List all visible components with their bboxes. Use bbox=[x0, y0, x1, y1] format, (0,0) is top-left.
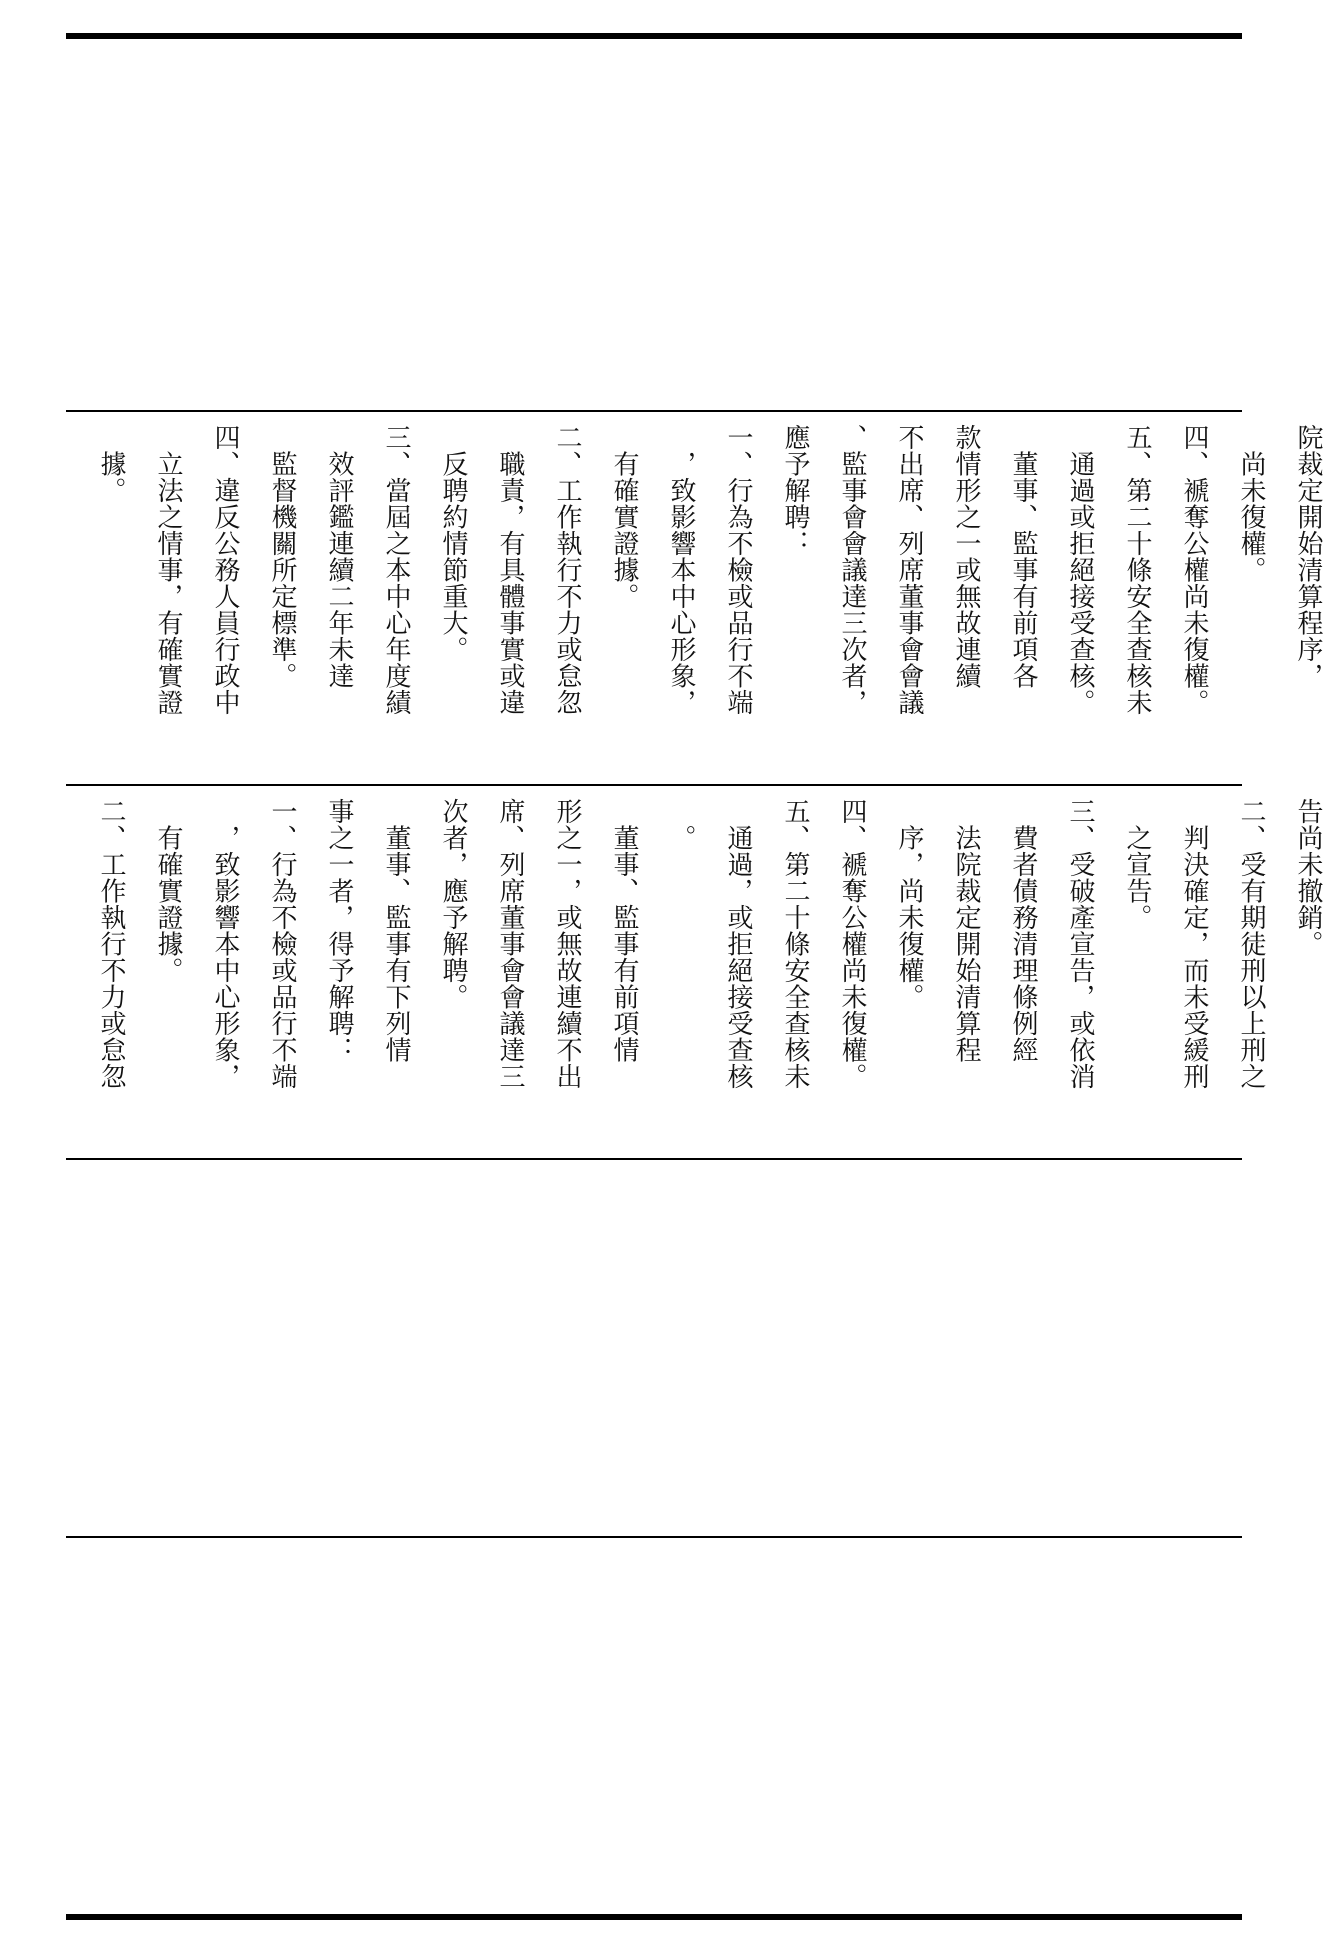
lower-column: 二、工作執行不力或怠忽 bbox=[96, 798, 126, 1090]
panel-divider-lower bbox=[66, 1158, 1242, 1160]
panel-divider-bottom bbox=[66, 1536, 1242, 1538]
lower-column: 之宣告。 bbox=[1122, 798, 1152, 931]
upper-column: 反聘約情節重大。 bbox=[438, 424, 468, 663]
lower-column: 判決確定，而未受緩刑 bbox=[1179, 798, 1209, 1090]
lower-column: 。 bbox=[666, 798, 696, 851]
upper-column: 立法之情事，有確實證 bbox=[153, 424, 183, 716]
lower-column: 四、褫奪公權尚未復權。 bbox=[837, 798, 867, 1090]
lower-column: 一、行為不檢或品行不端 bbox=[267, 798, 297, 1090]
lower-column: 告尚未撤銷。 bbox=[1293, 798, 1323, 957]
upper-column: 通過或拒絕接受查核。 bbox=[1065, 424, 1095, 716]
upper-column: 監督機關所定標準。 bbox=[267, 424, 297, 689]
upper-column: 、監事會會議達三次者， bbox=[837, 424, 867, 716]
upper-column: 據。 bbox=[96, 424, 126, 504]
lower-text-panel bbox=[66, 786, 1323, 1158]
lower-column: 費者債務清理條例經 bbox=[1008, 798, 1038, 1063]
upper-column: 不出席、列席董事會會議 bbox=[894, 424, 924, 716]
bottom-border bbox=[66, 1914, 1242, 1920]
upper-column: 四、褫奪公權尚未復權。 bbox=[1179, 424, 1209, 716]
lower-column: 形之一，或無故連續不出 bbox=[552, 798, 582, 1090]
upper-column: 二、工作執行不力或怠忽 bbox=[552, 424, 582, 716]
lower-column: 席、列席董事會會議達三 bbox=[495, 798, 525, 1090]
upper-column: 五、第二十條安全查核未 bbox=[1122, 424, 1152, 716]
lower-column: ，致影響本中心形象， bbox=[210, 798, 240, 1090]
upper-column: ，致影響本中心形象， bbox=[666, 424, 696, 716]
lower-column: 三、受破產宣告，或依消 bbox=[1065, 798, 1095, 1090]
upper-vertical-text bbox=[82, 424, 1336, 774]
upper-text-panel bbox=[66, 412, 1323, 784]
upper-column: 一、行為不檢或品行不端 bbox=[723, 424, 753, 716]
upper-column: 職責，有具體事實或違 bbox=[495, 424, 525, 716]
upper-column: 董事、監事有前項各 bbox=[1008, 424, 1038, 689]
upper-column: 有確實證據。 bbox=[609, 424, 639, 610]
upper-column: 三、當屆之本中心年度績 bbox=[381, 424, 411, 716]
lower-column: 序，尚未復權。 bbox=[894, 798, 924, 1010]
upper-column: 四、違反公務人員行政中 bbox=[210, 424, 240, 716]
lower-vertical-text bbox=[82, 798, 1336, 1148]
upper-column: 應予解聘： bbox=[780, 424, 810, 557]
lower-column: 有確實證據。 bbox=[153, 798, 183, 984]
lower-column: 董事、監事有下列情 bbox=[381, 798, 411, 1063]
lower-column: 次者，應予解聘。 bbox=[438, 798, 468, 1010]
upper-column: 款情形之一或無故連續 bbox=[951, 424, 981, 689]
upper-column: 尚未復權。 bbox=[1236, 424, 1266, 583]
upper-column: 效評鑑連續二年未達 bbox=[324, 424, 354, 689]
lower-column: 事之一者，得予解聘： bbox=[324, 798, 354, 1063]
upper-column: 院裁定開始清算程序， bbox=[1293, 424, 1323, 689]
lower-column: 董事、監事有前項情 bbox=[609, 798, 639, 1063]
lower-column: 五、第二十條安全查核未 bbox=[780, 798, 810, 1090]
top-border bbox=[66, 33, 1242, 39]
lower-column: 法院裁定開始清算程 bbox=[951, 798, 981, 1063]
lower-column: 通過，或拒絕接受查核 bbox=[723, 798, 753, 1090]
lower-column: 二、受有期徒刑以上刑之 bbox=[1236, 798, 1266, 1090]
